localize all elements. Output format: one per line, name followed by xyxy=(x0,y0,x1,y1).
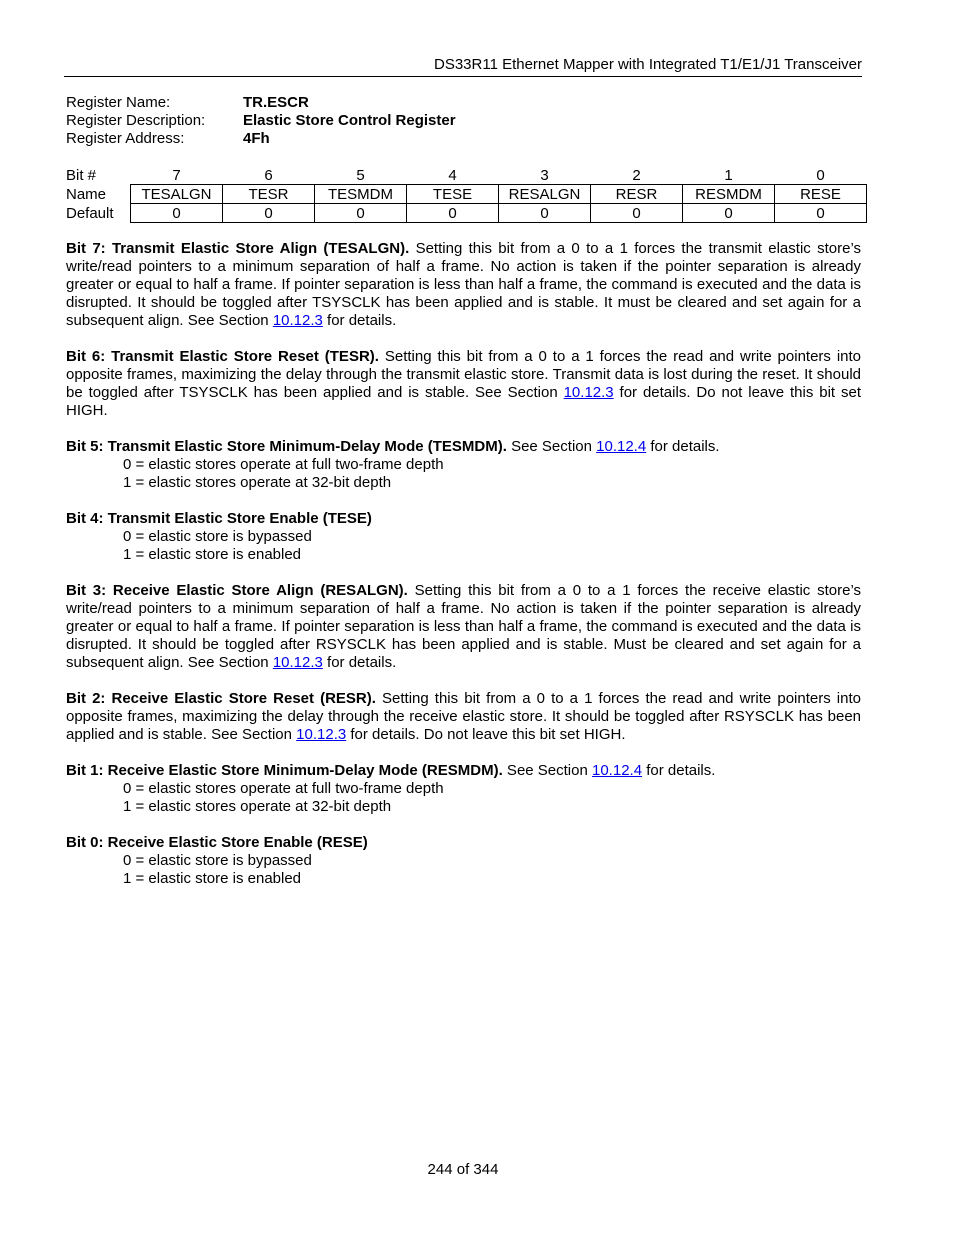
bit7-tail: for details. xyxy=(322,312,397,329)
bit-number: 6 xyxy=(264,166,273,184)
section-link[interactable]: 10.12.3 xyxy=(272,312,323,329)
bit-name-row xyxy=(66,185,867,204)
bit6-text: Setting this bit from a 0 to a 1 forces the read and write pointers into opposite frames, maximizing the delay through the transmit elastic store. Transmit data is lost during the reset. It should be toggled after TSYSCLK has been applied and is stable. See Section xyxy=(66,348,861,401)
register-info xyxy=(66,94,456,148)
register-desc-label: Register Description: xyxy=(66,112,206,129)
bit5-tail: for details. xyxy=(646,438,720,455)
bit2-title: Bit 2: Receive Elastic Store Reset (RESR). xyxy=(66,690,376,707)
bit4-title: Bit 4: Transmit Elastic Store Enable (TESE) xyxy=(66,510,372,527)
bit-default-cell: 0 xyxy=(131,204,223,223)
bit-default-cell: 0 xyxy=(683,204,775,223)
bit0-description xyxy=(66,834,861,888)
bit1-option-1: 1 = elastic stores operate at 32-bit depth xyxy=(123,798,392,815)
bit3-description xyxy=(66,582,861,672)
bit-default-cell: 0 xyxy=(223,204,315,223)
bit-label: Bit # xyxy=(66,166,97,184)
bit-default-cell: 0 xyxy=(407,204,499,223)
bit5-description xyxy=(66,438,861,492)
bit0-option-0: 0 = elastic store is bypassed xyxy=(123,852,312,869)
section-link[interactable]: 10.12.4 xyxy=(596,438,647,455)
page-number: 244 of 344 xyxy=(427,1161,499,1178)
bit-default-cell: 0 xyxy=(499,204,591,223)
bit-name-cell: TESR xyxy=(223,185,315,204)
bit2-tail: for details. Do not leave this bit set HIGH. xyxy=(346,726,626,743)
bit-table xyxy=(66,166,867,223)
bit5-option-0: 0 = elastic stores operate at full two-frame depth xyxy=(123,456,444,473)
bit1-title: Bit 1: Receive Elastic Store Minimum-Delay Mode (RESMDM). xyxy=(66,762,503,779)
bit-descriptions xyxy=(66,240,861,906)
bit0-option-1: 1 = elastic store is enabled xyxy=(123,870,302,887)
bit1-description xyxy=(66,762,861,816)
bit7-text: Setting this bit from a 0 to a 1 forces the transmit elastic store’s write/read pointers to a minimum separation of half a frame. No action is taken if the pointer separation is already greater or equal to half a frame. If pointer separation is less than half a frame, the command is executed and the data is disrupted. It should be toggled after TSYSCLK has been applied and is stable. It must be cleared and set again for a subsequent align. See Section xyxy=(66,240,862,329)
bit1-tail: for details. xyxy=(642,762,716,779)
bit-default-cell: 0 xyxy=(315,204,407,223)
register-name: TR.ESCR xyxy=(243,94,309,111)
bit7-description xyxy=(66,240,861,330)
bit4-option-1: 1 = elastic store is enabled xyxy=(123,546,302,563)
bit-name-cell: RESE xyxy=(775,185,867,204)
bit3-text: Setting this bit from a 0 to a 1 forces the receive elastic store’s write/read pointers to a minimum separation of half a frame. No action is taken if the pointer separation is already greater or equal to half a frame. If pointer separation is less than half a frame, the command is executed and the data is disrupted. It should be toggled after RSYSCLK has been applied and is stable. Must be cleared and set again for a subsequent align. See Section xyxy=(66,582,861,671)
register-name-label: Register Name: xyxy=(66,94,171,111)
bit-number: 5 xyxy=(356,166,365,184)
bit-name-cell: RESR xyxy=(591,185,683,204)
section-link[interactable]: 10.12.3 xyxy=(296,726,347,743)
bit-name-cell: TESMDM xyxy=(315,185,407,204)
bit4-description xyxy=(66,510,861,564)
section-link[interactable]: 10.12.4 xyxy=(592,762,643,779)
bit-name-cell: TESE xyxy=(407,185,499,204)
name-label: Name xyxy=(66,185,107,203)
bit3-title: Bit 3: Receive Elastic Store Align (RESALGN). xyxy=(66,582,408,599)
bit-name-cell: RESALGN xyxy=(499,185,591,204)
bit6-tail: for details. Do not leave this bit set HIGH. xyxy=(66,384,862,419)
bit6-title: Bit 6: Transmit Elastic Store Reset (TESR). xyxy=(66,348,379,365)
bit2-text: Setting this bit from a 0 to a 1 forces the read and write pointers into opposite frames, maximizing the delay through the receive elastic store. It should be toggled after RSYSCLK has been applied and is stable. See Section xyxy=(66,690,861,743)
bit-default-row xyxy=(66,204,867,223)
register-addr: 4Fh xyxy=(243,130,270,147)
bit0-title: Bit 0: Receive Elastic Store Enable (RESE) xyxy=(66,834,368,851)
section-link[interactable]: 10.12.3 xyxy=(272,654,323,671)
register-addr-label: Register Address: xyxy=(66,130,185,147)
bit2-description xyxy=(66,690,861,744)
bit-name-cell: TESALGN xyxy=(131,185,223,204)
default-label: Default xyxy=(66,204,114,222)
bit-name-cell: RESMDM xyxy=(683,185,775,204)
page-header: DS33R11 Ethernet Mapper with Integrated T1/E1/J1 Transceiver xyxy=(64,56,862,77)
bit-number: 3 xyxy=(540,166,549,184)
bit-number-row xyxy=(66,166,867,185)
bit7-title: Bit 7: Transmit Elastic Store Align (TESALGN). xyxy=(66,240,410,257)
section-link[interactable]: 10.12.3 xyxy=(563,384,614,401)
bit-number: 4 xyxy=(448,166,457,184)
bit-number: 0 xyxy=(816,166,825,184)
bit-number: 1 xyxy=(724,166,733,184)
bit-number: 2 xyxy=(632,166,641,184)
bit-default-cell: 0 xyxy=(775,204,867,223)
bit1-text: See Section xyxy=(502,762,592,779)
bit3-tail: for details. xyxy=(322,654,397,671)
register-desc: Elastic Store Control Register xyxy=(243,112,456,129)
bit5-text: See Section xyxy=(506,438,597,455)
bit4-option-0: 0 = elastic store is bypassed xyxy=(123,528,312,545)
bit1-option-0: 0 = elastic stores operate at full two-frame depth xyxy=(123,780,444,797)
bit-number: 7 xyxy=(172,166,181,184)
bit6-description xyxy=(66,348,861,420)
bit-default-cell: 0 xyxy=(591,204,683,223)
bit5-option-1: 1 = elastic stores operate at 32-bit depth xyxy=(123,474,392,491)
bit5-title: Bit 5: Transmit Elastic Store Minimum-Delay Mode (TESMDM). xyxy=(66,438,507,455)
